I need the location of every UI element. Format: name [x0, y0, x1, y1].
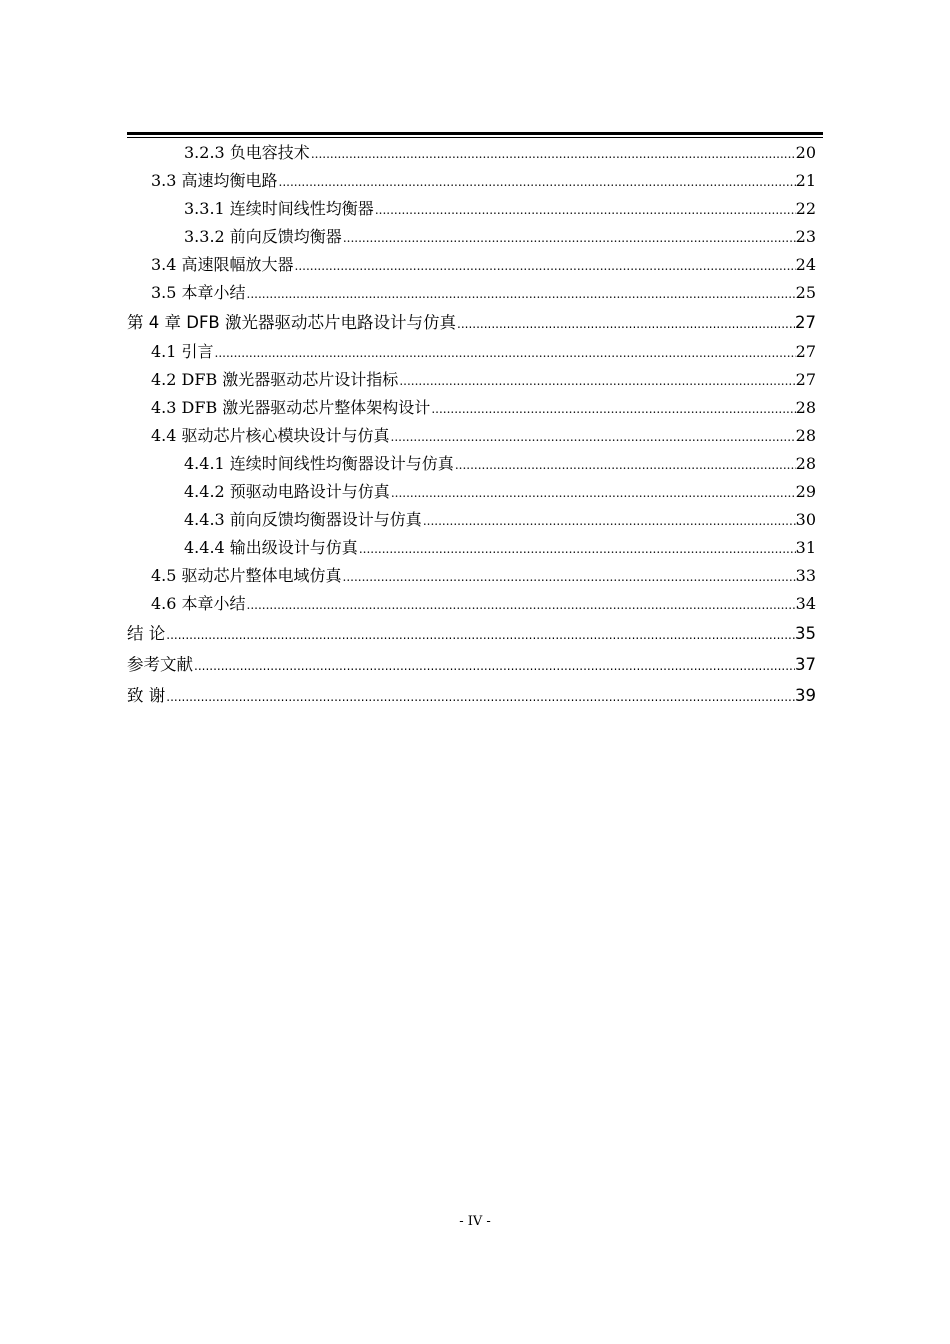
toc-dot-leader [295, 251, 796, 280]
toc-dot-leader [423, 506, 796, 535]
toc-entry-page-number: 20 [795, 143, 816, 162]
toc-entry-title: 参考文献 [127, 655, 193, 674]
toc-dot-leader [166, 618, 795, 651]
toc-entry-page-number: 39 [795, 686, 816, 705]
toc-dot-leader [166, 680, 795, 713]
toc-entry-page-number: 28 [795, 398, 816, 417]
toc-dot-leader [343, 223, 796, 252]
toc-dot-leader [311, 139, 796, 168]
toc-dot-leader [215, 338, 796, 367]
toc-entry-title: 结 论 [127, 624, 166, 643]
toc-entry-page-number: 25 [795, 283, 816, 302]
toc-entry-title: 3.3 高速均衡电路 [151, 171, 278, 190]
toc-entry-page-number: 37 [795, 655, 816, 674]
toc-entry[interactable] [127, 478, 816, 506]
toc-dot-leader [247, 279, 796, 308]
toc-entry[interactable] [127, 366, 816, 394]
toc-entry-page-number: 27 [795, 313, 816, 332]
toc-entry-title: 4.3 DFB 激光器驱动芯片整体架构设计 [151, 398, 431, 417]
toc-entry-title: 3.3.2 前向反馈均衡器 [184, 227, 342, 246]
toc-entry-page-number: 27 [795, 370, 816, 389]
toc-entry-title: 4.4.1 连续时间线性均衡器设计与仿真 [184, 454, 454, 473]
header-rule-thin [127, 137, 823, 138]
toc-dot-leader [194, 649, 795, 682]
toc-dot-leader [343, 562, 796, 591]
toc-dot-leader [455, 450, 796, 479]
table-of-contents [127, 139, 816, 711]
toc-entry-title: 4.4.2 预驱动电路设计与仿真 [184, 482, 390, 501]
header-rule-thick [127, 132, 823, 135]
toc-entry-title: 3.3.1 连续时间线性均衡器 [184, 199, 374, 218]
toc-dot-leader [431, 394, 795, 423]
toc-entry-page-number: 21 [795, 171, 816, 190]
toc-dot-leader [279, 167, 796, 196]
toc-entry[interactable] [127, 307, 816, 338]
toc-entry-title: 4.4 驱动芯片核心模块设计与仿真 [151, 426, 390, 445]
toc-dot-leader [399, 366, 795, 395]
toc-entry[interactable] [127, 422, 816, 450]
toc-entry[interactable] [127, 195, 816, 223]
toc-dot-leader [247, 590, 796, 619]
toc-entry-page-number: 22 [795, 199, 816, 218]
toc-dot-leader [359, 534, 796, 563]
toc-entry-page-number: 24 [795, 255, 816, 274]
toc-entry-title: 4.2 DFB 激光器驱动芯片设计指标 [151, 370, 399, 389]
toc-dot-leader [391, 478, 796, 507]
toc-dot-leader [391, 422, 796, 451]
toc-entry[interactable] [127, 223, 816, 251]
toc-entry-title: 4.4.4 输出级设计与仿真 [184, 538, 358, 557]
toc-entry-page-number: 23 [795, 227, 816, 246]
toc-entry[interactable] [127, 279, 816, 307]
toc-entry-title: 4.1 引言 [151, 342, 214, 361]
toc-entry-page-number: 34 [795, 594, 816, 613]
toc-entry-title: 3.2.3 负电容技术 [184, 143, 310, 162]
toc-entry[interactable] [127, 167, 816, 195]
toc-entry[interactable] [127, 139, 816, 167]
toc-entry-title: 4.6 本章小结 [151, 594, 246, 613]
toc-entry-title: 致 谢 [127, 686, 166, 705]
toc-entry[interactable] [127, 450, 816, 478]
toc-entry-title: 3.4 高速限幅放大器 [151, 255, 294, 274]
toc-entry-page-number: 27 [795, 342, 816, 361]
toc-entry-page-number: 35 [795, 624, 816, 643]
toc-entry-title: 第 4 章 DFB 激光器驱动芯片电路设计与仿真 [127, 313, 456, 332]
toc-entry[interactable] [127, 251, 816, 279]
toc-entry-page-number: 33 [795, 566, 816, 585]
toc-entry-title: 3.5 本章小结 [151, 283, 246, 302]
toc-entry-page-number: 28 [795, 454, 816, 473]
toc-entry[interactable] [127, 562, 816, 590]
toc-entry[interactable] [127, 649, 816, 680]
toc-entry-title: 4.5 驱动芯片整体电域仿真 [151, 566, 342, 585]
toc-entry-page-number: 30 [795, 510, 816, 529]
toc-entry[interactable] [127, 506, 816, 534]
toc-entry-page-number: 29 [795, 482, 816, 501]
toc-entry[interactable] [127, 338, 816, 366]
toc-entry[interactable] [127, 534, 816, 562]
toc-entry[interactable] [127, 590, 816, 618]
toc-entry[interactable] [127, 394, 816, 422]
toc-entry-page-number: 31 [795, 538, 816, 557]
toc-entry-title: 4.4.3 前向反馈均衡器设计与仿真 [184, 510, 422, 529]
footer-page-number: - IV - [459, 1214, 491, 1229]
toc-entry[interactable] [127, 618, 816, 649]
toc-dot-leader [375, 195, 796, 224]
toc-entry-page-number: 28 [795, 426, 816, 445]
toc-dot-leader [457, 307, 795, 340]
toc-entry[interactable] [127, 680, 816, 711]
